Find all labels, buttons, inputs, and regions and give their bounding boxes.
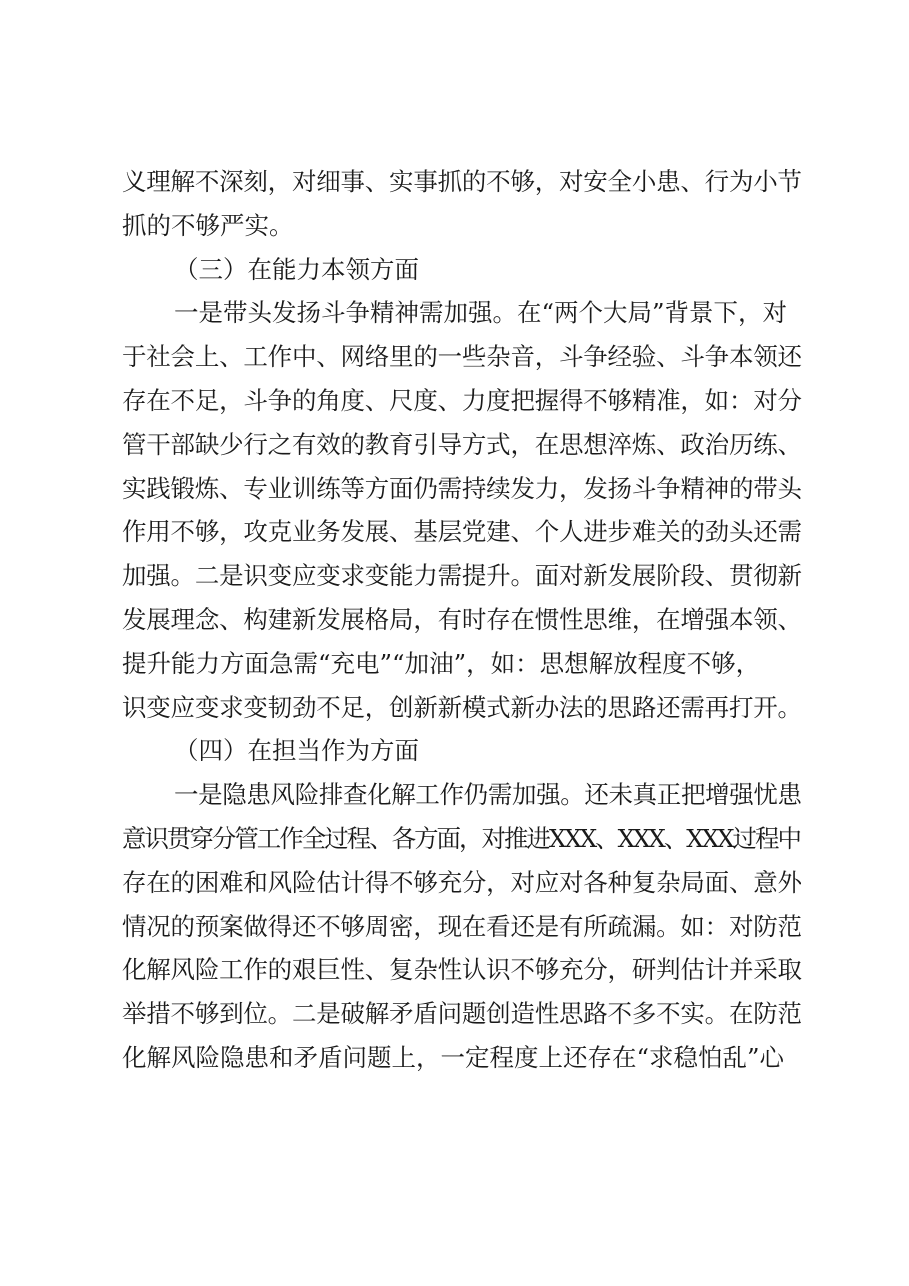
paragraph-line: 识变应变求变韧劲不足，创新新模式新办法的思路还需再打开。 bbox=[122, 692, 802, 722]
paragraph-line: 意识贯穿分管工作全过程、各方面，对推进XXX、XXX、XXX过程中 bbox=[122, 823, 800, 853]
paragraph-line: 义理解不深刻，对细事、实事抓的不够，对安全小患、行为小节 bbox=[122, 167, 802, 196]
paragraph-line: 化解风险工作的艰巨性、复杂性认识不够充分，研判估计并采取 bbox=[122, 955, 802, 985]
paragraph-first-line: 一是带头发扬斗争精神需加强。在“两个大局”背景下，对 bbox=[174, 298, 788, 328]
paragraph-first-line: （四）在担当作为方面 bbox=[174, 736, 419, 766]
paragraph-line: 举措不够到位。二是破解矛盾问题创造性思路不多不实。在防范 bbox=[122, 999, 802, 1029]
document-body bbox=[122, 160, 802, 1080]
paragraph-line: 管干部缺少行之有效的教育引导方式，在思想淬炼、政治历练、 bbox=[122, 429, 802, 459]
paragraph-line: 抓的不够严实。 bbox=[122, 210, 294, 240]
paragraph-line: 存在的困难和风险估计得不够充分，对应对各种复杂局面、意外 bbox=[122, 867, 802, 897]
paragraph-line: 提升能力方面急需“充电”“加油”，如：思想解放程度不够， bbox=[122, 648, 761, 678]
paragraph-line: 化解风险隐患和矛盾问题上，一定程度上还存在“求稳怕乱”心 bbox=[122, 1042, 785, 1072]
paragraph-line: 存在不足，斗争的角度、尺度、力度把握得不够精准，如：对分 bbox=[122, 385, 802, 415]
paragraph-first-line: （三）在能力本领方面 bbox=[174, 254, 419, 284]
paragraph-line: 情况的预案做得还不够周密，现在看还是有所疏漏。如：对防范 bbox=[122, 911, 802, 941]
paragraph-line: 于社会上、工作中、网络里的一些杂音，斗争经验、斗争本领还 bbox=[122, 342, 802, 372]
paragraph-line: 作用不够，攻克业务发展、基层党建、个人进步难关的劲头还需 bbox=[122, 517, 802, 547]
paragraph-line: 加强。二是识变应变求变能力需提升。面对新发展阶段、贯彻新 bbox=[122, 561, 802, 591]
paragraph-line: 实践锻炼、专业训练等方面仍需持续发力，发扬斗争精神的带头 bbox=[122, 473, 802, 503]
paragraph-first-line: 一是隐患风险排查化解工作仍需加强。还未真正把增强忧患 bbox=[174, 780, 802, 810]
paragraph-line: 发展理念、构建新发展格局，有时存在惯性思维，在增强本领、 bbox=[122, 604, 802, 634]
